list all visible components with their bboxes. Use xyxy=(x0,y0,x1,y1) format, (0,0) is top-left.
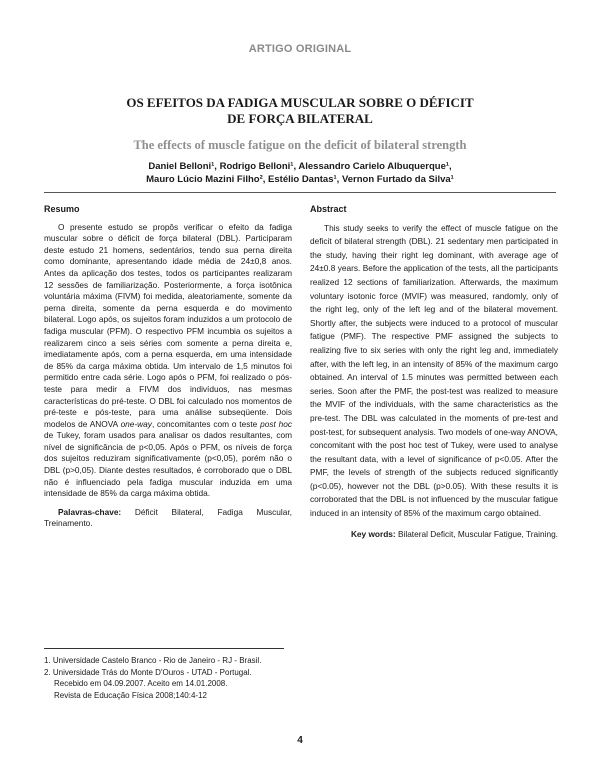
section-label: ARTIGO ORIGINAL xyxy=(248,43,352,55)
author-list xyxy=(50,160,550,186)
resumo-keywords xyxy=(44,507,292,530)
resumo-column xyxy=(44,204,292,530)
author-line-1: Daniel Belloni¹, Rodrigo Belloni¹, Alessandro Carielo Albuquerque¹, xyxy=(148,161,452,172)
abstract-keywords-label: Key words: xyxy=(350,528,396,539)
resumo-emphasis-post-hoc: post hoc xyxy=(260,418,292,429)
abstract-heading: Abstract xyxy=(310,204,347,214)
resumo-body-text: O presente estudo se propôs verificar o efeito da fadiga muscular sobre o déficit de força bilateral (DBL). Participaram deste estudo 21 homens, sedentários, tendo sua perna direita como dominante, apresentando idade média de 24±0,8 anos. Antes da aplicação dos testes, todos os participantes realizaram 12 sessões de familiarização. Posteriormente, a força isotônica voluntária máxima (FIVM) foi medida, aleatoriamente, somente da perna direita, somente da perna esquerda e do movimento bilateral. Logo após, os sujeitos foram induzidos a um protocolo de fadiga muscular (PFM). O respectivo PFM incumbia os sujeitos a realizarem cinco a seis séries com somente a perna direita e, imediatamente após, com a perna esquerda, em uma intensidade de 85% da carga máxima obtida. Um intervalo de 1,5 minutos foi permitido entre cada série. Logo após o PFM, foi realizado o pós-teste para medir a FIVM dos indivíduos, nas mesmas características do pré-teste. O DBL foi calculado nos momentos de pré-teste e pós-teste, para uma análise subseqüente. Dois modelos de ANOVA xyxy=(44,221,292,429)
resumo-keywords-text: Déficit Bilateral, Fadiga Muscular, Treinamento. xyxy=(44,506,292,529)
received-date: Recebido em 04.09.2007. Aceito em 14.01.2008. xyxy=(54,679,228,688)
footnotes xyxy=(44,655,344,701)
resumo-emphasis-one-way: one-way xyxy=(120,418,152,429)
article-subtitle: The effects of muscle fatigue on the deficit of bilateral strength xyxy=(133,138,467,152)
resumo-body-end: de Tukey, foram usados para analisar os dados resultantes, com nível de significância de p<0,05. Após o PFM, os níveis de força dos sujeitos reduziram significativamente (p<0,05), porém não o DBL (p>0,05). Diante destes resultados, é corroborado que o DBL não é influenciado pela fadiga muscular induzida em uma intensidade de 85% da carga máxima obtida. xyxy=(44,430,292,499)
resumo-keywords-label: Palavras-chave: xyxy=(58,506,122,517)
resumo-heading: Resumo xyxy=(44,204,80,214)
page-number: 4 xyxy=(297,735,303,746)
abstract-column xyxy=(310,204,558,541)
affiliation-2: 2. Universidade Trás do Monte D'Ouros - UTAD - Portugal. xyxy=(44,667,252,677)
resumo-body-mid: , concomitantes com o teste xyxy=(151,418,261,429)
author-line-2: Mauro Lúcio Mazini Filho², Estélio Dantas¹, Vernon Furtado da Silva¹ xyxy=(146,174,454,185)
journal-citation: Revista de Educação Física 2008;140:4-12 xyxy=(54,690,207,700)
footnote-divider xyxy=(44,648,284,649)
header-divider xyxy=(44,192,556,193)
abstract-keywords-text: Bilateral Deficit, Muscular Fatigue, Training. xyxy=(395,528,558,539)
article-title-line-2: DE FORÇA BILATERAL xyxy=(227,111,373,126)
article-title-line-1: OS EFEITOS DA FADIGA MUSCULAR SOBRE O DÉFICIT xyxy=(126,95,474,110)
affiliation-1: 1. Universidade Castelo Branco - Rio de Janeiro - RJ - Brasil. xyxy=(44,656,262,665)
resumo-body xyxy=(44,222,292,500)
abstract-keywords xyxy=(310,528,558,542)
article-title xyxy=(60,95,540,127)
abstract-body: This study seeks to verify the effect of muscle fatigue on the deficit of bilateral strength (DBL). 21 sedentary men participated in the study, having their right leg dominant, with average age of 24±0.8 years. Before the application of the tests, all the participants realized 12 sections of familiarization. Afterwards, the maximum voluntary isotonic force (MVIF) was measured, randomly, only of the right leg, only of the left leg and of the bilateral movement. Shortly after, the subjects were induced to a protocol of muscular fatigue (PMF). The respective PMF assigned the subjects to realizing five to six series with only the right leg and, immediately after, with the left leg, in an intensity of 85% of the maximum cargo obtained. An interval of 1.5 minutes was permitted between each series. Soon after the PMF, the post-test was realized to measure the MVIF of the individuals, with the same characteristics as the pre-test. The DBL was calculated in the moments of pre-test and post-test, for subsequent analysis. Two models of one-way ANOVA, concomitant with the post hoc test of Tukey, were used to analyse the resultant data, with a level of significance of p<0.05. After the PMF, the levels of strength of the subjects reduced significantly (p<0.05), however not the DBL (p>0.05). With these results it is corroborated that the DBL is not influenced by the muscular fatigue induced in an intensity of 85% of the maximum cargo obtained. xyxy=(310,222,558,519)
